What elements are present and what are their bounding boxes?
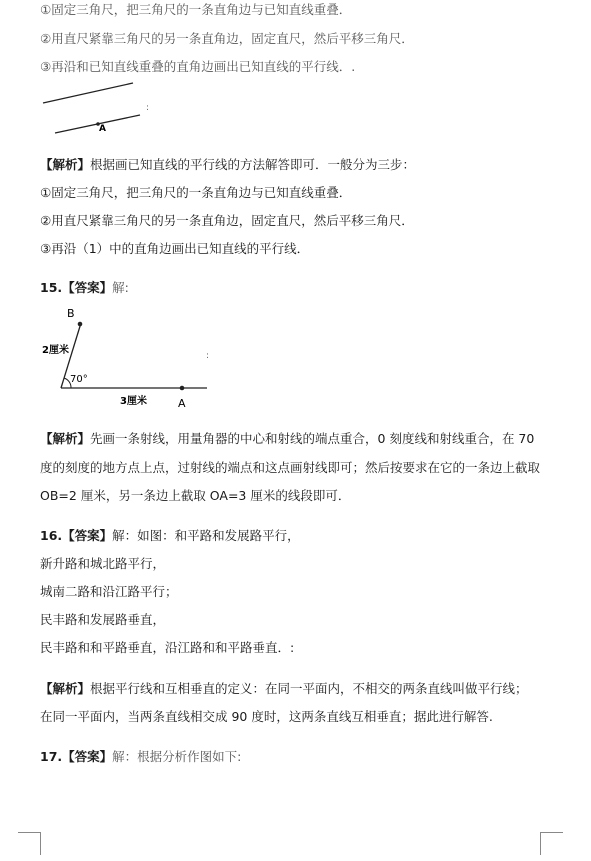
analysis-text: 根据画已知直线的平行线的方法解答即可．一般分为三步： (90, 157, 416, 172)
answer-16-line-4: 民丰路和和平路垂直，沿江路和和平路垂直．: (40, 640, 295, 655)
question-number: 16. (40, 528, 63, 543)
answer-tag: 【答案】 (62, 280, 113, 295)
stray-mark: : (206, 351, 210, 361)
answer-tag: 【答案】 (62, 528, 113, 543)
answer-text: 解：如图：和平路和发展路平行， (112, 528, 300, 543)
crop-mark-right (540, 832, 563, 855)
analysis-tag: 【解析】 (40, 681, 91, 696)
analysis-15-line-2: 度的刻度的地方点上点，过射线的端点和这点画射线即可；然后按要求在它的一条边上截取 (40, 460, 541, 475)
analysis-text: 先画一条射线，用量角器的中心和射线的端点重合，0 刻度线和射线重合，在 70 (90, 431, 535, 446)
analysis-16-line-2: 在同一平面内，当两条直线相交成 90 度时，这两条直线互相垂直；据此进行解答. (40, 709, 493, 724)
angle-label: 70° (70, 374, 88, 385)
point-a (180, 386, 185, 391)
crop-mark-left (18, 832, 41, 855)
label-b: B (67, 307, 75, 320)
analysis-text: 根据平行线和互相垂直的定义：在同一平面内，不相交的两条直线叫做平行线； (90, 681, 528, 696)
analysis-15-line-3: OB=2 厘米，另一条边上截取 OA=3 厘米的线段即可． (40, 488, 351, 503)
analysis-15-line-1 (40, 430, 534, 448)
point-b (78, 322, 83, 327)
label-a: A (178, 397, 186, 410)
answer-text: 解：根据分析作图如下: (112, 749, 242, 764)
question-17-answer (40, 748, 241, 766)
question-16-answer (40, 527, 300, 545)
prev-step-3: ③再沿和已知直线重叠的直角边画出已知直线的平行线．. (40, 59, 356, 74)
analysis-tag: 【解析】 (40, 431, 91, 446)
analysis-tag: 【解析】 (40, 157, 91, 172)
prev-step-2: ②用直尺紧靠三角尺的另一条直角边，固定直尺，然后平移三角尺． (40, 31, 414, 46)
answer-16-line-3: 民丰路和发展路垂直， (40, 612, 166, 627)
side-oa-length: 3厘米 (120, 396, 147, 407)
side-ob-length: 2厘米 (42, 345, 69, 356)
answer-text: 解: (112, 280, 129, 295)
stray-mark: : (146, 103, 150, 113)
angle-figure (0, 0, 591, 420)
prev-step-1: ①固定三角尺，把三角尺的一条直角边与已知直线重叠． (40, 2, 352, 17)
analysis-14-step-2: ②用直尺紧靠三角尺的另一条直角边，固定直尺，然后平移三角尺． (40, 213, 414, 228)
question-number: 15. (40, 280, 63, 295)
answer-16-line-1: 新升路和城北路平行， (40, 556, 166, 571)
analysis-14-step-1: ①固定三角尺，把三角尺的一条直角边与已知直线重叠． (40, 185, 352, 200)
answer-16-line-2: 城南二路和沿江路平行； (40, 584, 178, 599)
analysis-14-step-3: ③再沿（1）中的直角边画出已知直线的平行线． (40, 241, 310, 256)
point-a-label: A (99, 124, 106, 134)
answer-tag: 【答案】 (62, 749, 113, 764)
question-number: 17. (40, 749, 63, 764)
analysis-16-line-1 (40, 680, 528, 698)
